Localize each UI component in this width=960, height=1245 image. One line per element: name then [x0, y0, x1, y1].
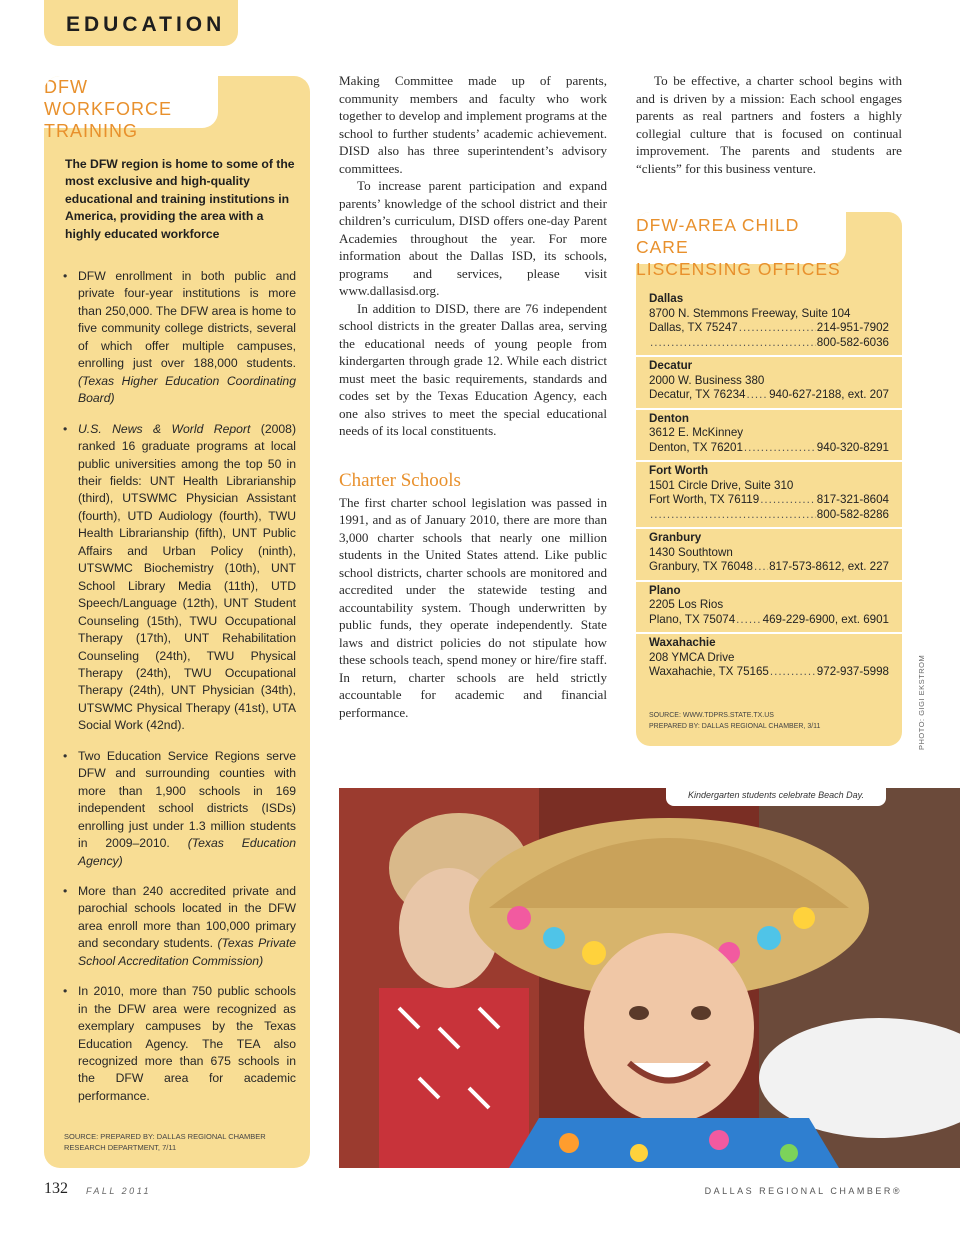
office-street: 8700 N. Stemmons Freeway, Suite 104 — [649, 306, 851, 320]
sidebar-title-box — [44, 76, 218, 141]
childcare-title-line1: DFW-AREA CHILD CARE — [636, 215, 800, 257]
bullet-text: Two Education Service Regions serve DFW and surrounding counties with more than 1,900 schools in 169 independent school districts (ISDs) enrolling just under 1.3 million students in 2009–2010. — [78, 748, 296, 851]
office-locality-line — [649, 493, 889, 508]
body-paragraph: Making Committee made up of parents, community members and faculty who work together to develop and implement programs at the school to further students’ academic achievement. DISD also has three superintendent’s advisory committees. — [339, 73, 607, 176]
office-locality: Dallas, TX 75247 — [649, 321, 738, 334]
bullet-exemplary-schools — [62, 983, 296, 1105]
office-phone2: 800-582-8286 — [816, 507, 889, 521]
sidebar-title-line1: DFW WORKFORCE — [44, 77, 172, 119]
office-dallas — [636, 290, 902, 357]
body-paragraph: In addition to DISD, there are 76 independent school districts in the greater Dallas area, serving the educational needs of young people from kindergarten through grade 12. While each district must meet the basic requirements, standards and codes set by the Texas Education Agency, each one also strives to meet the special educational needs of its local constituents. — [339, 300, 607, 438]
office-phone: 817-321-8604 — [816, 493, 889, 506]
office-phone: 972-937-5998 — [816, 665, 889, 678]
office-locality-line — [649, 665, 889, 680]
office-street: 1430 Southtown — [649, 545, 733, 559]
office-city: Waxahachie — [649, 636, 716, 649]
photo-credit: PHOTO: GIGI EKSTROM — [917, 654, 926, 750]
bullet-graduate-programs — [62, 421, 296, 735]
office-locality: Denton, TX 76201 — [649, 440, 743, 454]
office-fort-worth — [636, 462, 902, 529]
dot-leader — [739, 321, 816, 336]
section-tab — [44, 0, 238, 46]
section-label: EDUCATION — [66, 13, 226, 36]
office-plano — [636, 582, 902, 635]
dot-leader — [650, 336, 816, 351]
page-number: 132 — [44, 1180, 68, 1197]
sidebar-title — [44, 76, 218, 142]
bullet-text: DFW enrollment in both public and private four-year institutions is more than 250,000. The DFW area is home to five community college districts, several of which offer multiple campuses, enrolling just over 188,000 students. — [78, 269, 296, 371]
childcare-office-list — [636, 290, 902, 685]
office-decatur — [636, 357, 902, 410]
office-locality: Waxahachie, TX 75165 — [649, 665, 769, 678]
dot-leader — [736, 613, 761, 628]
childcare-title-line2: LISCENSING OFFICES — [636, 259, 841, 279]
office-city: Plano — [649, 583, 681, 597]
office-waxahachie — [636, 634, 902, 685]
sidebar-title-line2: TRAINING — [44, 121, 139, 141]
office-phone2-line — [649, 508, 889, 523]
childcare-source-line2: PREPARED BY: DALLAS REGIONAL CHAMBER, 3/11 — [649, 723, 821, 730]
office-locality-line — [649, 613, 889, 628]
office-phone: 214-951-7902 — [816, 321, 889, 334]
kindergarten-photo — [339, 788, 960, 1168]
body-paragraph: To increase parent participation and expand parents’ knowledge of the school district and their children’s curriculum, DISD offers one-day Parent Academies throughout the year. For more information about the Dallas ISD, its schools, programs and services, please visit www.dallasisd.org. — [339, 178, 607, 298]
photo-caption: Kindergarten students celebrate Beach Day. — [688, 790, 864, 800]
photo-caption-box — [666, 788, 886, 806]
charter-schools-paragraph: The first charter school legislation was passed in 1991, and as of January 2010, there are more than 3,000 charter schools that nearly one million students in the United States attend. Like public school districts, charter schools are monitored and accredited under the statewide testing and accountability system. Though underwritten by public funds, they operate independently. State laws and district policies do not stipulate how these schools teach, spend money or hire/fire staff. In return, charter schools are held strictly accountable for academic and financial performance. — [339, 494, 607, 720]
office-city: Decatur — [649, 359, 693, 372]
charter-schools-heading: Charter Schools — [339, 469, 461, 491]
office-phone2: 800-582-6036 — [816, 335, 889, 349]
right-column — [636, 72, 902, 177]
bullet-source: (Texas Education Agency) — [78, 836, 297, 868]
bullet-lead: U.S. News & World Report — [78, 421, 251, 436]
photo-illustration — [339, 788, 960, 1168]
sidebar-intro: The DFW region is home to some of the most exclusive and high-quality educational and training institutions in America, providing the area with a highly educated workforce — [65, 157, 295, 241]
office-street: 208 YMCA Drive — [649, 650, 735, 664]
office-city: Dallas — [649, 292, 684, 305]
office-city: Denton — [649, 411, 689, 425]
bullet-enrollment — [62, 268, 296, 408]
office-locality-line — [649, 388, 889, 403]
office-locality-line — [649, 560, 889, 575]
bullet-source: (Texas Higher Education Coordinating Board) — [78, 373, 296, 406]
dot-leader — [650, 508, 816, 523]
childcare-title-box — [636, 212, 846, 279]
office-phone: 469-229-6900, ext. 6901 — [762, 612, 889, 626]
office-locality: Decatur, TX 76234 — [649, 388, 746, 401]
office-street: 1501 Circle Drive, Suite 310 — [649, 478, 794, 492]
office-phone: 940-320-8291 — [816, 440, 889, 454]
workforce-sidebar — [44, 76, 310, 1168]
bullet-private-schools — [62, 883, 296, 970]
office-city: Granbury — [649, 531, 702, 544]
office-street: 2000 W. Business 380 — [649, 373, 765, 387]
office-denton — [636, 410, 902, 463]
middle-column — [339, 72, 607, 721]
dot-leader — [744, 441, 816, 456]
body-paragraph: To be effective, a charter school begins with and is driven by a mission: Each school engages parents as real partners and fosters a highly collegial culture that is focused on continual improvement. The parents and students are “clients” for this business venture. — [636, 73, 902, 176]
bullet-text: In 2010, more than 750 public schools in the DFW area were recognized as exemplary campuses by the Texas Education Agency. The TEA also recognized more than 675 schools in the DFW area for academic performance. — [78, 984, 296, 1103]
childcare-source-line1: SOURCE: WWW.TDPRS.STATE.TX.US — [649, 712, 774, 719]
dot-leader — [770, 665, 816, 680]
dot-leader — [760, 493, 816, 508]
publisher-label: DALLAS REGIONAL CHAMBER® — [704, 1186, 902, 1196]
bullet-text: More than 240 accredited private and parochial schools located in the DFW area enroll more than 100,000 primary and secondary students. — [78, 883, 296, 951]
office-phone2-line — [649, 336, 889, 351]
office-locality: Granbury, TX 76048 — [649, 560, 753, 573]
sidebar-source-note: SOURCE: PREPARED BY: DALLAS REGIONAL CHAMBER RESEARCH DEPARTMENT, 7/11 — [64, 1132, 266, 1152]
childcare-offices-box — [636, 212, 902, 746]
office-locality-line — [649, 321, 889, 336]
childcare-title — [636, 214, 846, 280]
bullet-service-regions — [62, 748, 296, 870]
office-locality-line — [649, 441, 889, 456]
office-street: 2205 Los Rios — [649, 598, 724, 611]
bullet-text: (2008) ranked 16 graduate programs at local public universities among the top 50 in their fields: UNT Health Librarianship (third), UTSWMC Physician Assistant (fourth), UTD Audiology (fourth), TWU Health Librarianship (fifth), UNT Public Affairs and Urban Policy (ninth), UTSWMC Biochemistry (10th), UNT School Library Media (11th), UTD Speech/Language (12th), UNT Student Counseling (15th), TWU Occupational Therapy (17th), UNT Rehabilitation Counseling (24th), TWU Physical Therapy (24th), TWU Occupational Therapy (24th), UNT Physician (34th), UTSWMC Physical Therapy (41st), UTA Social Work (42nd). — [78, 421, 296, 733]
office-locality: Plano, TX 75074 — [649, 612, 736, 626]
office-phone: 940-627-2188, ext. 207 — [769, 388, 889, 401]
office-phone: 817-573-8612, ext. 227 — [769, 560, 889, 573]
office-street: 3612 E. McKinney — [649, 426, 744, 439]
dot-leader — [754, 560, 768, 575]
office-granbury — [636, 529, 902, 582]
dot-leader — [746, 388, 768, 403]
bullet-source: (Texas Private School Accreditation Commission) — [78, 936, 297, 968]
sidebar-bullet-list — [62, 268, 296, 1118]
issue-label: FALL 2011 — [86, 1186, 152, 1196]
childcare-source-note — [649, 710, 889, 732]
office-locality: Fort Worth, TX 76119 — [649, 493, 760, 506]
office-city: Fort Worth — [649, 464, 709, 477]
